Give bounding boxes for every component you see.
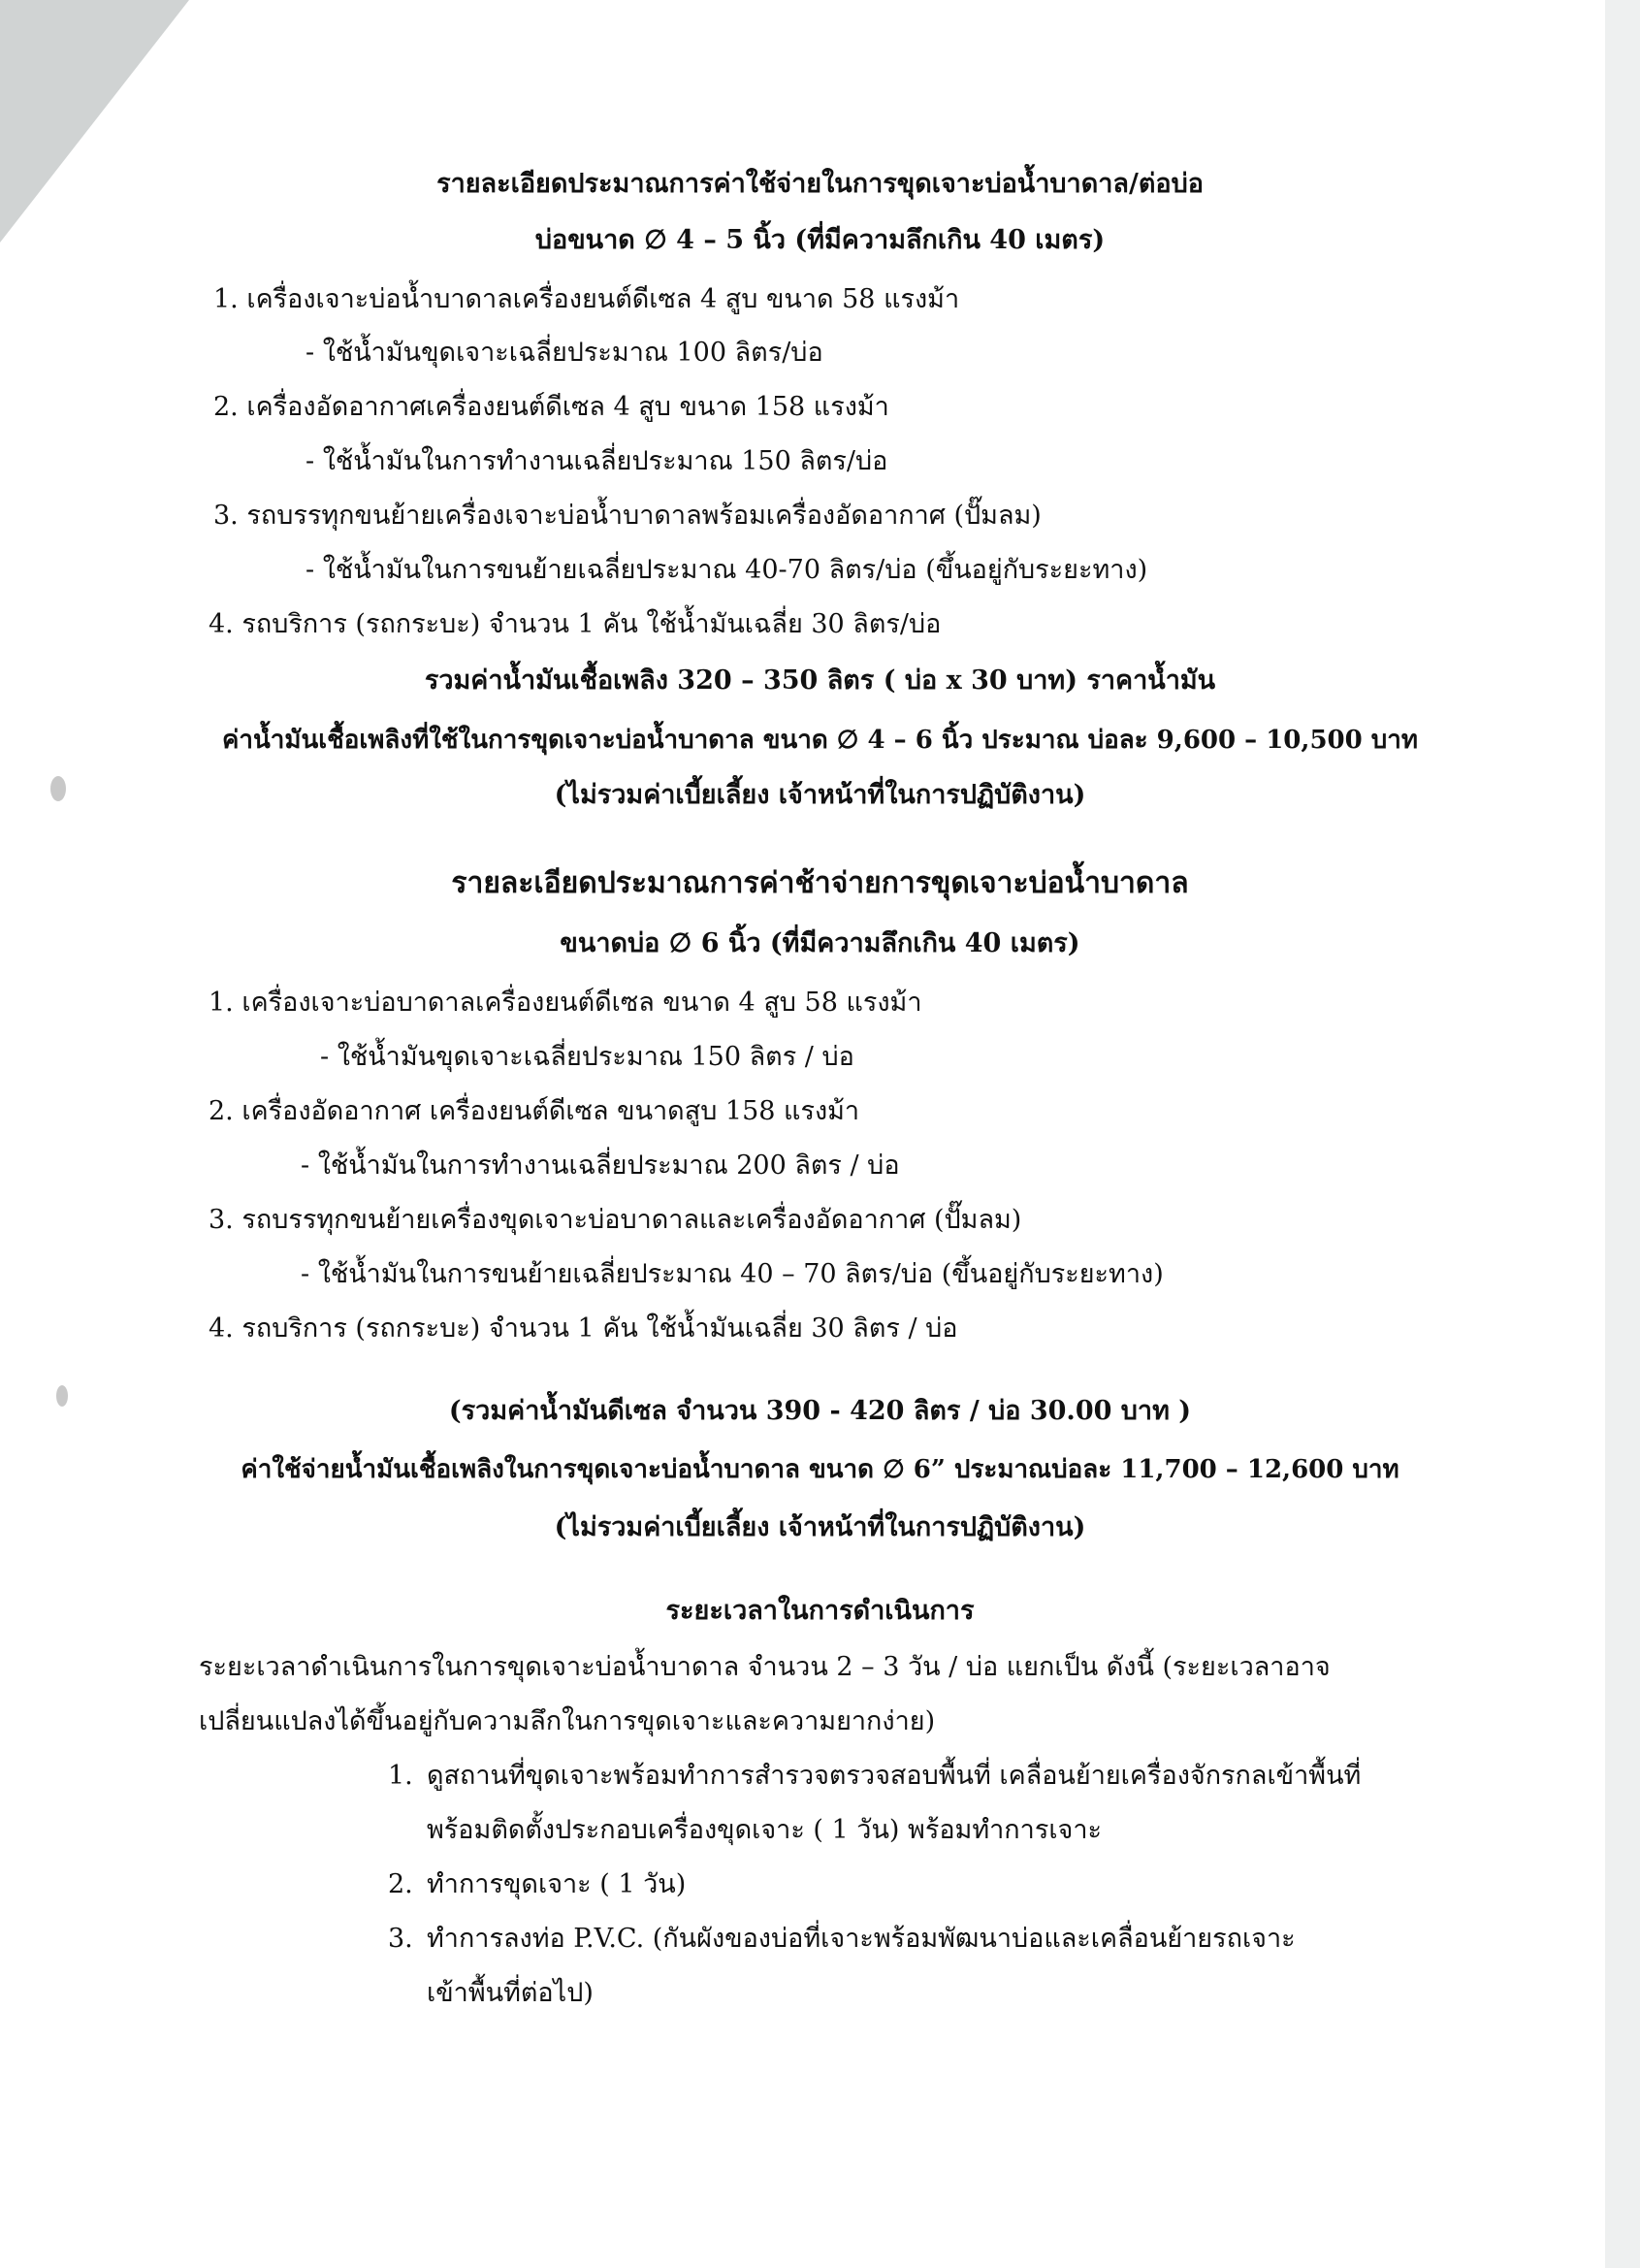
section1-total-fuel: รวมค่าน้ำมันเชื้อเพลิง 320 – 350 ลิตร ( บ่อ x 30 บาท) ราคาน้ำมัน <box>424 665 1216 696</box>
section3-title: ระยะเวลาในการดำเนินการ <box>665 1596 975 1626</box>
section1-item-1: 1. เครื่องเจาะบ่อน้ำบาดาลเครื่องยนต์ดีเซล 4 สูบ ขนาด 58 แรงม้า <box>213 284 960 314</box>
section1-subtitle: บ่อขนาด ∅ 4 – 5 นิ้ว (ที่มีความลึกเกิน 40 เมตร) <box>534 225 1106 255</box>
folded-corner <box>0 0 189 243</box>
section2-title: รายละเอียดประมาณการค่าช้าจ่ายการขุดเจาะบ่อน้ำบาดาล <box>451 866 1189 900</box>
step-1-text-line-2: พร้อมติดตั้งประกอบเครื่องขุดเจาะ ( 1 วัน) พร้อมทำการเจาะ <box>427 1815 1103 1845</box>
page-edge-shadow <box>1605 0 1640 2268</box>
section3-intro-line-2: เปลี่ยนแปลงได้ขึ้นอยู่กับความลึกในการขุดเจาะและความยากง่าย) <box>199 1706 936 1736</box>
section2-total-fuel: (รวมค่าน้ำมันดีเซล จำนวน 390 - 420 ลิตร / บ่อ 30.00 บาท ) <box>448 1396 1192 1426</box>
section1-title: รายละเอียดประมาณการค่าใช้จ่ายในการขุดเจาะบ่อน้ำบาดาล/ต่อบ่อ <box>436 169 1204 199</box>
section1-item-2: 2. เครื่องอัดอากาศเครื่องยนต์ดีเซล 4 สูบ ขนาด 158 แรงม้า <box>213 392 889 422</box>
section2-item-1: 1. เครื่องเจาะบ่อบาดาลเครื่องยนต์ดีเซล ขนาด 4 สูบ 58 แรงม้า <box>209 988 922 1018</box>
step-3-text-line-2: เข้าพื้นที่ต่อไป) <box>427 1978 594 2008</box>
section2-fuel-cost: ค่าใช้จ่ายน้ำมันเชื้อเพลิงในการขุดเจาะบ่อน้ำบาดาล ขนาด ∅ 6” ประมาณบ่อละ 11,700 – 12,600 บาท <box>241 1455 1399 1484</box>
section1-item-1-detail: - ใช้น้ำมันขุดเจาะเฉลี่ยประมาณ 100 ลิตร/บ่อ <box>305 338 823 368</box>
step-3-text-line-1: ทำการลงท่อ P.V.C. (กันผังของบ่อที่เจาะพร้อมพัฒนาบ่อและเคลื่อนย้ายรถเจาะ <box>427 1924 1296 1954</box>
step-1-text-line-1: ดูสถานที่ขุดเจาะพร้อมทำการสำรวจตรวจสอบพื้นที่ เคลื่อนย้ายเครื่องจักรกลเข้าพื้นที่ <box>427 1761 1362 1791</box>
section1-item-4: 4. รถบริการ (รถกระบะ) จำนวน 1 คัน ใช้น้ำมันเฉลี่ย 30 ลิตร/บ่อ <box>209 609 942 639</box>
section1-note: (ไม่รวมค่าเบี้ยเลี้ยง เจ้าหน้าที่ในการปฏิบัติงาน) <box>554 780 1086 810</box>
section2-item-3: 3. รถบรรทุกขนย้ายเครื่องขุดเจาะบ่อบาดาลและเครื่องอัดอากาศ (ปั๊มลม) <box>209 1205 1022 1235</box>
section3-intro-line-1: ระยะเวลาดำเนินการในการขุดเจาะบ่อน้ำบาดาล จำนวน 2 – 3 วัน / บ่อ แยกเป็น ดังนี้ (ระยะเวลาอาจ <box>199 1652 1331 1682</box>
section2-item-3-detail: - ใช้น้ำมันในการขนย้ายเฉลี่ยประมาณ 40 – 70 ลิตร/บ่อ (ขึ้นอยู่กับระยะทาง) <box>301 1259 1164 1289</box>
section1-fuel-cost: ค่าน้ำมันเชื้อเพลิงที่ใช้ในการขุดเจาะบ่อน้ำบาดาล ขนาด ∅ 4 – 6 นิ้ว ประมาณ บ่อละ 9,600 – 10,500 บาท <box>221 726 1419 755</box>
step-3-number: 3. <box>388 1924 413 1954</box>
step-2-number: 2. <box>388 1869 413 1899</box>
section1-item-3-detail: - ใช้น้ำมันในการขนย้ายเฉลี่ยประมาณ 40-70 ลิตร/บ่อ (ขึ้นอยู่กับระยะทาง) <box>305 555 1148 585</box>
section1-item-3: 3. รถบรรทุกขนย้ายเครื่องเจาะบ่อน้ำบาดาลพร้อมเครื่องอัดอากาศ (ปั๊มลม) <box>213 501 1042 531</box>
section2-note: (ไม่รวมค่าเบี้ยเลี้ยง เจ้าหน้าที่ในการปฏิบัติงาน) <box>554 1512 1086 1542</box>
step-2-text: ทำการขุดเจาะ ( 1 วัน) <box>427 1869 687 1899</box>
section2-item-4: 4. รถบริการ (รถกระบะ) จำนวน 1 คัน ใช้น้ำมันเฉลี่ย 30 ลิตร / บ่อ <box>209 1313 958 1344</box>
section1-item-2-detail: - ใช้น้ำมันในการทำงานเฉลี่ยประมาณ 150 ลิตร/บ่อ <box>305 446 888 476</box>
section2-subtitle: ขนาดบ่อ ∅ 6 นิ้ว (ที่มีความลึกเกิน 40 เมตร) <box>560 928 1080 958</box>
section2-item-2: 2. เครื่องอัดอากาศ เครื่องยนต์ดีเซล ขนาดสูบ 158 แรงม้า <box>209 1096 860 1126</box>
step-1-number: 1. <box>388 1761 413 1791</box>
section2-item-2-detail: - ใช้น้ำมันในการทำงานเฉลี่ยประมาณ 200 ลิตร / บ่อ <box>301 1150 900 1181</box>
section2-item-1-detail: - ใช้น้ำมันขุดเจาะเฉลี่ยประมาณ 150 ลิตร / บ่อ <box>320 1042 854 1072</box>
